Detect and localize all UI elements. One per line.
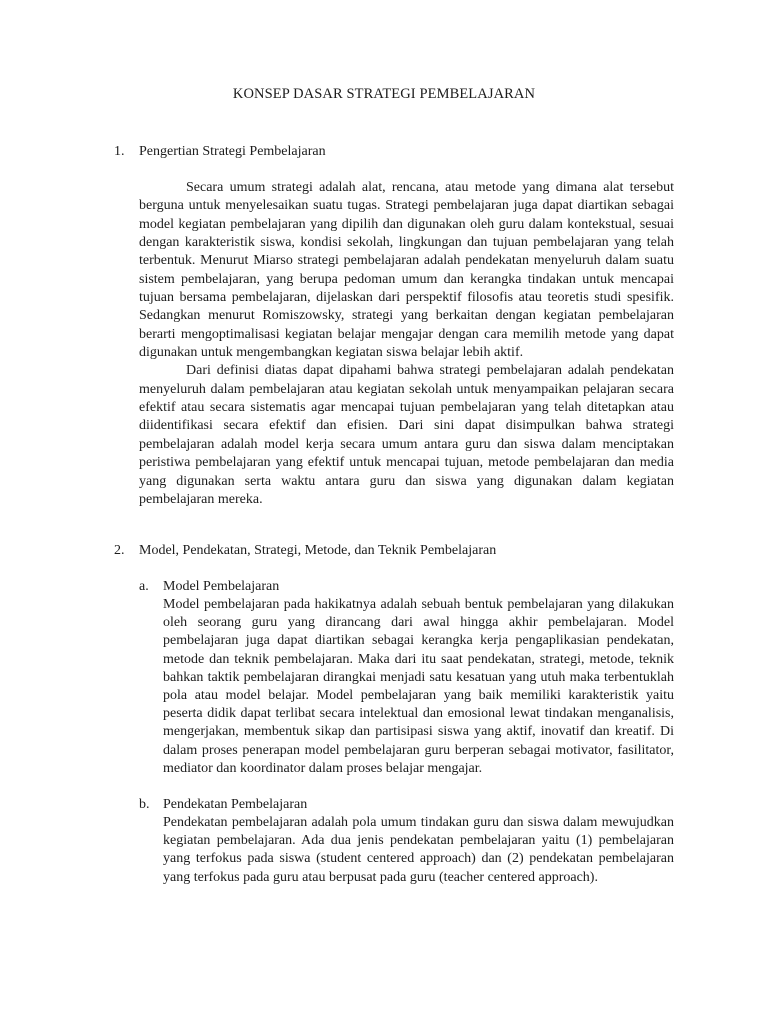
section-1-title: Pengertian Strategi Pembelajaran [139,144,326,159]
subsection-a-letter: a. [139,579,149,594]
section-1-heading [114,143,326,161]
section-1-body [139,179,674,509]
section-2-heading [114,542,496,560]
section-1-number: 1. [114,144,125,159]
subsection-b-body: Pendekatan pembelajaran adalah pola umum tindakan guru dan siswa dalam mewujudkan kegiatan pembelajaran. Ada dua jenis pendekatan pembelajaran yaitu (1) pembelajaran yang terfokus pada siswa (student centered approach) dan (2) pendekatan pembelajaran yang terfokus pada guru atau berpusat pada guru (teacher centered approach). [163,815,674,885]
subsection-a-body: Model pembelajaran pada hakikatnya adalah sebuah bentuk pembelajaran yang dilakukan oleh seorang guru yang dirancang dari awal hingga akhir pembelajaran. Model pembelajaran juga dapat diartikan sebagai kerangka kerja pengaplikasian pendekatan, metode dan teknik pembelajaran. Maka dari itu saat pendekatan, strategi, metode, teknik bahkan taktik pembelajaran dirangkai menjadi satu kesatuan yang utuh maka terbentuklah pola atau model belajar. Model pembelajaran yang baik memiliki karakteristik yaitu peserta didik dapat terlibat secara intelektual dan emosional lewat tindakan menganalisis, mengerjakan, membentuk sikap dan partisipasi siswa yang aktif, inovatif dan kreatif. Di dalam proses penerapan model pembelajaran guru berperan sebagai motivator, fasilitator, mediator dan koordinator dalam proses belajar mengajar. [163,597,674,776]
section-1-paragraph-2: Dari definisi diatas dapat dipahami bahwa strategi pembelajaran adalah pendekatan menyeluruh dalam pembelajaran atau kegiatan sekolah untuk menyampaikan pelajaran secara efektif atau secara sistematis agar mencapai tujuan pembelajaran yang telah ditetapkan atau diidentifikasi secara efektif dan efisien. Dari sini dapat disimpulkan bahwa strategi pembelajaran adalah model kerja secara umum antara guru dan siswa dalam menciptakan peristiwa pembelajaran yang efektif untuk mencapai tujuan, metode pembelajaran dan media yang digunakan serta waktu antara guru dan siswa yang digunakan dalam kegiatan pembelajaran mereka. [139,363,674,507]
section-2-number: 2. [114,543,125,558]
document-title: KONSEP DASAR STRATEGI PEMBELAJARAN [232,86,536,102]
subsection-b-letter: b. [139,797,150,812]
subsection-b-title: Pendekatan Pembelajaran [163,797,308,812]
subsection-a-title: Model Pembelajaran [163,579,280,594]
subsection-a-heading [139,578,279,596]
section-2-title: Model, Pendekatan, Strategi, Metode, dan Teknik Pembelajaran [139,543,497,558]
subsection-b-heading [139,796,307,814]
section-1-paragraph-1: Secara umum strategi adalah alat, rencana, atau metode yang dimana alat tersebut berguna untuk menyelesaikan suatu tugas. Strategi pembelajaran juga dapat diartikan sebagai model kegiatan pembelajaran yang dipilih dan digunakan oleh guru dalam kontekstual, sesuai dengan karakteristik siswa, kondisi sekolah, lingkungan dan tujuan pembelajaran yang telah terbentuk. Menurut Miarso strategi pembelajaran adalah pendekatan menyeluruh dalam suatu sistem pembelajaran, yang berupa pedoman umum dan kerangka tindakan untuk mencapai tujuan bersama pembelajaran, dijelaskan dari perspektif filosofis atau teoretis studi spesifik. Sedangkan menurut Romiszowsky, strategi yang berkaitan dengan kegiatan pembelajaran berarti mengoptimalisasi kegiatan belajar mengajar dengan cara memilih metode yang dapat digunakan untuk mengembangkan kegiatan siswa belajar lebih aktif. [139,180,674,361]
